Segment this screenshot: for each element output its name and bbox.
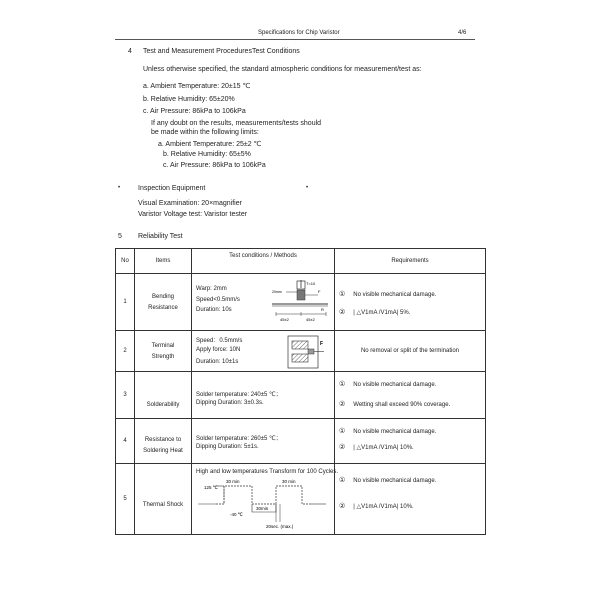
section4-title: Test and Measurement ProceduresTest Conditions bbox=[143, 48, 300, 55]
thermal-cycle-diagram bbox=[196, 478, 330, 532]
test-line: High and low temperatures Transform for 100 Cycles. bbox=[196, 469, 339, 475]
thermal-t-high: 125 ℃ bbox=[204, 485, 218, 490]
inspection-bullet: • bbox=[118, 185, 121, 191]
test-line: Speed<0.5mm/s bbox=[196, 297, 240, 303]
bend-r-label: R bbox=[321, 307, 324, 312]
thermal-dur-c: 30min bbox=[256, 506, 269, 511]
row-item bbox=[135, 331, 192, 372]
test-line: Solder temperature: 240±5 ℃； bbox=[196, 392, 282, 398]
row-item bbox=[135, 274, 192, 331]
req-line bbox=[339, 502, 414, 510]
thermal-dur-a: 30 min bbox=[226, 479, 240, 484]
row-req bbox=[335, 372, 486, 419]
header-no: No bbox=[116, 249, 135, 274]
table-row bbox=[116, 274, 486, 331]
req-text: | △V1mA /V1mA| 10%. bbox=[353, 504, 414, 510]
item-line: Solderability bbox=[146, 402, 180, 408]
row-no: 2 bbox=[116, 331, 135, 372]
header-items: Items bbox=[135, 249, 192, 274]
item-line: Resistance bbox=[148, 304, 178, 311]
inspection-line: Visual Examination: 20×magnifier bbox=[138, 200, 242, 207]
req-mark: ① bbox=[339, 291, 346, 298]
bend-left-length: 45±2 bbox=[280, 317, 289, 322]
section4-intro: Unless otherwise specified, the standard atmospheric conditions for measurement/test as: bbox=[143, 66, 422, 73]
row-item bbox=[135, 464, 192, 535]
inspection-bullet-right: • bbox=[306, 185, 309, 191]
req-line bbox=[339, 476, 436, 484]
req-line bbox=[339, 400, 450, 408]
header-rule bbox=[115, 39, 475, 40]
thermal-t-low: -40 ℃ bbox=[230, 512, 243, 517]
req-mark: ① bbox=[339, 477, 346, 484]
test-line: Duration: 10s bbox=[196, 307, 232, 313]
req-line bbox=[339, 290, 436, 298]
row-req: No removal or split of the termination bbox=[335, 331, 486, 372]
header-page-number: 4/6 bbox=[458, 30, 467, 36]
table-row bbox=[116, 372, 486, 419]
req-text: No visible mechanical damage. bbox=[353, 382, 437, 388]
item-line: Thermal Shock bbox=[142, 502, 184, 508]
limit-item: c. Air Pressure: 86kPa to 106kPa bbox=[163, 162, 266, 169]
inspection-line: Varistor Voltage test: Varistor tester bbox=[138, 211, 248, 218]
thermal-dur-b: 30 min bbox=[282, 479, 296, 484]
row-item bbox=[135, 419, 192, 464]
row-no: 5 bbox=[116, 464, 135, 535]
row-no: 1 bbox=[116, 274, 135, 331]
bend-right-length: 45±2 bbox=[306, 317, 315, 322]
condition-item: b. Relative Humidity: 65±20% bbox=[143, 96, 235, 103]
row-no: 3 bbox=[116, 372, 135, 419]
row-item bbox=[135, 372, 192, 419]
req-mark: ① bbox=[339, 428, 346, 435]
table-row bbox=[116, 419, 486, 464]
terminal-diagram bbox=[284, 334, 330, 370]
req-mark: ② bbox=[339, 401, 346, 408]
item-line: Resistance to bbox=[144, 436, 182, 443]
limit-item: b. Relative Humidity: 65±5% bbox=[163, 151, 251, 158]
bending-diagram bbox=[270, 278, 332, 326]
row-test bbox=[192, 464, 339, 535]
test-line: Speed：0.5mm/s bbox=[196, 338, 243, 344]
req-mark: ② bbox=[339, 503, 346, 510]
section4-number: 4 bbox=[128, 48, 132, 55]
limit-item: a. Ambient Temperature: 25±2 ℃ bbox=[158, 141, 262, 148]
item-line: Bending bbox=[151, 293, 175, 300]
req-line bbox=[339, 380, 436, 388]
req-line bbox=[339, 427, 436, 435]
row-test bbox=[192, 372, 335, 419]
bend-t-label: T=10 bbox=[306, 281, 316, 286]
doubt-text: be made within the following limits: bbox=[151, 129, 259, 136]
req-text: No visible mechanical damage. bbox=[353, 429, 437, 435]
req-text: | △V1mA /V1mA| 10%. bbox=[353, 445, 414, 451]
test-line: Solder temperature: 260±5 ℃； bbox=[196, 436, 282, 442]
table-row bbox=[116, 331, 486, 372]
item-line: Strength bbox=[151, 353, 175, 360]
header-req: Requirements bbox=[335, 249, 486, 274]
test-line: Duration: 10±1s bbox=[196, 359, 239, 365]
req-text: Wetting shall exceed 90% coverage. bbox=[353, 402, 451, 408]
table-row bbox=[116, 464, 486, 535]
row-req bbox=[335, 464, 486, 535]
req-text: | △V1mA /V1mA| 5%. bbox=[353, 310, 411, 316]
header-test bbox=[192, 249, 335, 274]
req-mark: ② bbox=[339, 444, 346, 451]
row-req bbox=[335, 419, 486, 464]
row-test bbox=[192, 274, 335, 331]
row-req bbox=[335, 274, 486, 331]
header-title: Specifications for Chip Varistor bbox=[258, 30, 340, 36]
test-line: Dipping Duration: 3±0.3s. bbox=[196, 400, 264, 406]
section5-title: Reliability Test bbox=[138, 233, 183, 240]
condition-item: a. Ambient Temperature: 20±15 ℃ bbox=[143, 83, 251, 90]
table-header-row bbox=[116, 249, 486, 274]
thermal-transfer: 20sec. (max.) bbox=[266, 524, 294, 529]
row-test bbox=[192, 331, 335, 372]
bend-f-label: F bbox=[318, 289, 321, 294]
row-test bbox=[192, 419, 335, 464]
req-text: No visible mechanical damage. bbox=[353, 292, 437, 298]
header-test-label: Test conditions / Methods bbox=[229, 253, 297, 259]
reliability-table bbox=[115, 248, 486, 535]
req-line bbox=[339, 308, 410, 316]
condition-item: c. Air Pressure: 86kPa to 106kPa bbox=[143, 108, 246, 115]
req-mark: ② bbox=[339, 309, 346, 316]
item-line: Terminal bbox=[151, 342, 175, 349]
row-no: 4 bbox=[116, 419, 135, 464]
inspection-title: Inspection Equipment bbox=[138, 185, 206, 192]
req-text: No visible mechanical damage. bbox=[353, 478, 437, 484]
section5-number: 5 bbox=[118, 233, 122, 240]
bend-span-label: 20mm bbox=[272, 290, 282, 294]
test-line: Dipping Duration: 5±1s. bbox=[196, 444, 259, 450]
doubt-text: If any doubt on the results, measurements/tests should bbox=[151, 120, 322, 127]
req-mark: ① bbox=[339, 381, 346, 388]
item-line: Soldering Heat bbox=[143, 447, 183, 454]
test-line: Warp: 2mm bbox=[196, 286, 227, 292]
req-line bbox=[339, 443, 414, 451]
terminal-f-label: F bbox=[320, 341, 324, 347]
test-line: Apply force: 10N bbox=[196, 347, 241, 353]
